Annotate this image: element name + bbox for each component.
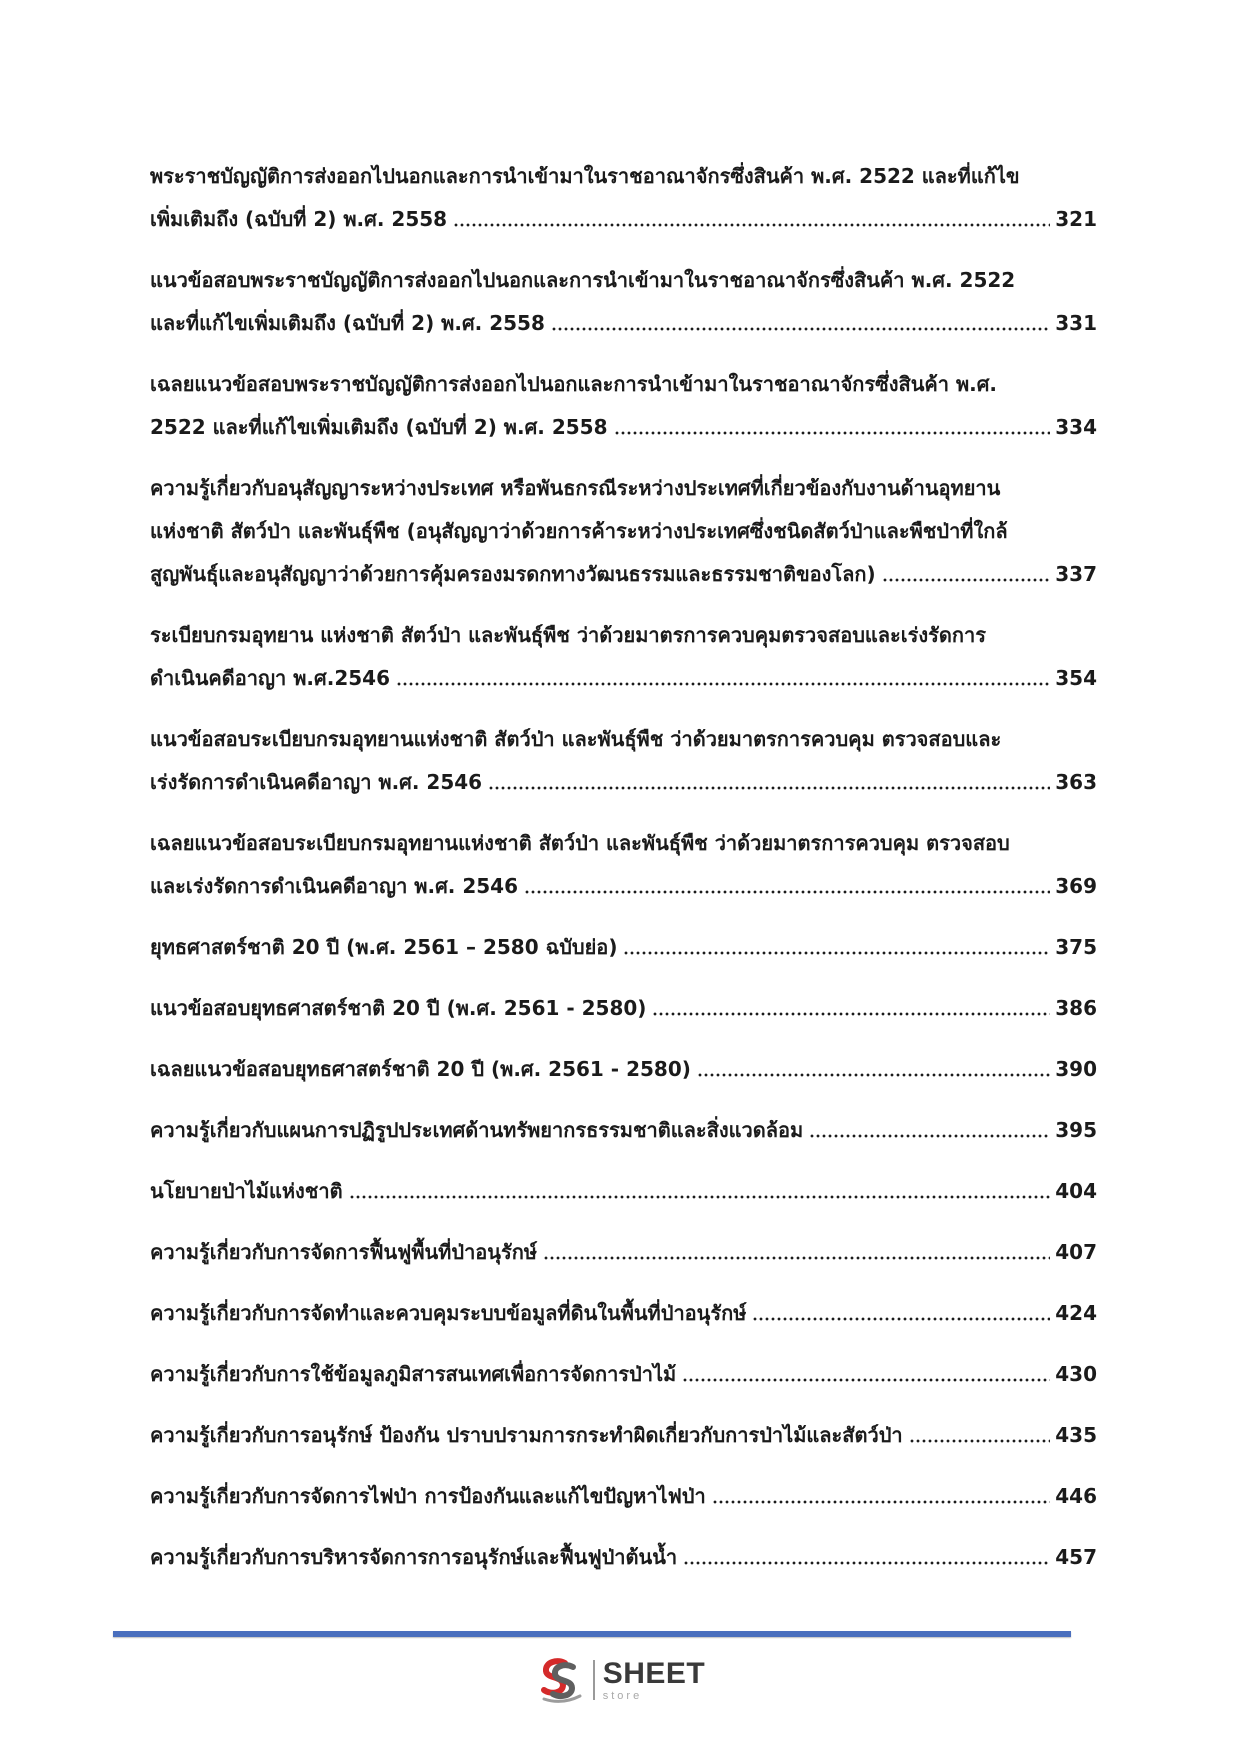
dot-leader [488,761,1050,804]
toc-entry [150,1353,1097,1396]
toc-entry [150,1170,1097,1213]
toc-entry-title: ความรู้เกี่ยวกับการบริหารจัดการการอนุรักษ์และฟื้นฟูป่าต้นน้ำ [150,1545,678,1569]
toc-entry-final-line [150,987,1097,1030]
toc-entry [150,1475,1097,1518]
toc-entry-final-line [150,1292,1097,1335]
toc-page-number: 435 [1055,1423,1097,1447]
toc-entry-title: ความรู้เกี่ยวกับแผนการปฏิรูปประเทศด้านทรัพยากรธรรมชาติและสิ่งแวดล้อม [150,1118,804,1142]
dot-leader [524,865,1050,908]
dot-leader [623,926,1050,969]
logo-name: SHEET [602,1656,706,1690]
toc-entry-title: แนวข้อสอบยุทธศาสตร์ชาติ 20 ปี (พ.ศ. 2561 - 2580) [150,996,647,1020]
toc-entry-title: ยุทธศาสตร์ชาติ 20 ปี (พ.ศ. 2561 – 2580 ฉบับย่อ) [150,935,618,959]
toc-entry-title: ความรู้เกี่ยวกับการจัดการไฟป่า การป้องกันและแก้ไขปัญหาไฟป่า [150,1484,706,1508]
toc-entry-final-line [150,657,1097,700]
toc-page-number: 457 [1055,1545,1097,1569]
toc-entry-final-line [150,1536,1097,1579]
toc-entry-final-line [150,1414,1097,1457]
toc-entry-title: เพิ่มเติมถึง (ฉบับที่ 2) พ.ศ. 2558 [150,207,448,231]
toc-entry [150,467,1097,596]
toc-entry [150,1292,1097,1335]
toc-page-number: 363 [1055,770,1097,794]
logo-divider [593,1660,595,1700]
toc-entry-final-line [150,553,1097,596]
toc-page-number: 375 [1055,935,1097,959]
dot-leader [396,657,1050,700]
logo-tagline: store [602,1689,643,1702]
sheet-store-s-icon [535,1654,587,1706]
toc-page-number: 407 [1055,1240,1097,1264]
dot-leader [909,1414,1051,1457]
toc-entry-title: แนวข้อสอบระเบียบกรมอุทยานแห่งชาติ สัตว์ป่า และพันธุ์พืช ว่าด้วยมาตรการควบคุม ตรวจสอบและ [150,727,1002,751]
toc-page-number: 390 [1055,1057,1097,1081]
dot-leader [752,1292,1050,1335]
dot-leader [349,1170,1051,1213]
toc-entry-title: เร่งรัดการดำเนินคดีอาญา พ.ศ. 2546 [150,770,483,794]
toc-entry-title: เฉลยแนวข้อสอบพระราชบัญญัติการส่งออกไปนอกและการนำเข้ามาในราชอาณาจักรซึ่งสินค้า พ.ศ. [150,372,998,396]
toc-entry-title: นโยบายป่าไม้แห่งชาติ [150,1179,343,1203]
toc-entry-title: และเร่งรัดการดำเนินคดีอาญา พ.ศ. 2546 [150,874,518,898]
toc-entry-title: เฉลยแนวข้อสอบระเบียบกรมอุทยานแห่งชาติ สัตว์ป่า และพันธุ์พืช ว่าด้วยมาตรการควบคุม ตรวจสอบ [150,831,1010,855]
toc-entry [150,614,1097,700]
toc-entry [150,1048,1097,1091]
toc-entry [150,718,1097,804]
toc-entry-final-line [150,1231,1097,1274]
dot-leader [682,1353,1050,1396]
toc-entry-title: 2522 และที่แก้ไขเพิ่มเติมถึง (ฉบับที่ 2) พ.ศ. 2558 [150,415,608,439]
toc-page-number: 331 [1055,311,1097,335]
dot-leader [551,302,1050,345]
toc-entry [150,822,1097,908]
toc-entry [150,155,1097,241]
toc-entry-title: แห่งชาติ สัตว์ป่า และพันธุ์พืช (อนุสัญญาว่าด้วยการค้าระหว่างประเทศซึ่งชนิดสัตว์ป่าและพืชป่าที่ใกล้ [150,519,1008,543]
toc-entry-title: ดำเนินคดีอาญา พ.ศ.2546 [150,666,390,690]
dot-leader [652,987,1050,1030]
dot-leader [882,553,1051,596]
toc-entry-title: ความรู้เกี่ยวกับการใช้ข้อมูลภูมิสารสนเทศเพื่อการจัดการป่าไม้ [150,1362,677,1386]
toc-entry [150,1109,1097,1152]
logo-wordmark [602,1656,706,1702]
toc-entry-title: ความรู้เกี่ยวกับอนุสัญญาระหว่างประเทศ หรือพันธกรณีระหว่างประเทศที่เกี่ยวข้องกับงานด้านอุทยาน [150,476,1001,500]
toc-entry [150,926,1097,969]
toc-entry-title: ความรู้เกี่ยวกับการจัดทำและควบคุมระบบข้อมูลที่ดินในพื้นที่ป่าอนุรักษ์ [150,1301,747,1325]
toc-entry-title: ระเบียบกรมอุทยาน แห่งชาติ สัตว์ป่า และพันธุ์พืช ว่าด้วยมาตรการควบคุมตรวจสอบและเร่งรัดการ [150,623,986,647]
dot-leader [683,1536,1050,1579]
toc-page-number: 334 [1055,415,1097,439]
toc-page-number: 321 [1055,207,1097,231]
dot-leader [543,1231,1050,1274]
toc-page-number: 386 [1055,996,1097,1020]
toc-entry-title: และที่แก้ไขเพิ่มเติมถึง (ฉบับที่ 2) พ.ศ. 2558 [150,311,545,335]
toc-entry-final-line [150,1475,1097,1518]
toc-entry [150,987,1097,1030]
toc-entry [150,363,1097,449]
toc-entry-title: ความรู้เกี่ยวกับการอนุรักษ์ ป้องกัน ปราบปรามการกระทำผิดเกี่ยวกับการป่าไม้และสัตว์ป่า [150,1423,903,1447]
toc-entry [150,1414,1097,1457]
toc-page-number: 369 [1055,874,1097,898]
dot-leader [453,198,1050,241]
dot-leader [697,1048,1050,1091]
dot-leader [809,1109,1050,1152]
toc-entry-final-line [150,406,1097,449]
toc-entry-final-line [150,198,1097,241]
toc-page-number: 337 [1055,562,1097,586]
toc-entry-title: เฉลยแนวข้อสอบยุทธศาสตร์ชาติ 20 ปี (พ.ศ. 2561 - 2580) [150,1057,691,1081]
toc-entry [150,259,1097,345]
table-of-contents [150,155,1097,1597]
dot-leader [712,1475,1051,1518]
toc-page-number: 395 [1055,1118,1097,1142]
footer-rule [113,1631,1071,1637]
toc-entry-final-line [150,1048,1097,1091]
toc-entry-title: ความรู้เกี่ยวกับการจัดการฟื้นฟูพื้นที่ป่าอนุรักษ์ [150,1240,538,1264]
toc-entry-final-line [150,1353,1097,1396]
toc-entry-title: สูญพันธุ์และอนุสัญญาว่าด้วยการคุ้มครองมรดกทางวัฒนธรรมและธรรมชาติของโลก) [150,562,876,586]
toc-page-number: 424 [1055,1301,1097,1325]
toc-entry-final-line [150,926,1097,969]
toc-entry-title: พระราชบัญญัติการส่งออกไปนอกและการนำเข้ามาในราชอาณาจักรซึ่งสินค้า พ.ศ. 2522 และที่แก้ไข [150,164,1020,188]
toc-entry-title: แนวข้อสอบพระราชบัญญัติการส่งออกไปนอกและการนำเข้ามาในราชอาณาจักรซึ่งสินค้า พ.ศ. 2522 [150,268,1016,292]
dot-leader [614,406,1051,449]
toc-entry-final-line [150,302,1097,345]
toc-entry-final-line [150,761,1097,804]
toc-entry-final-line [150,1170,1097,1213]
toc-entry-final-line [150,865,1097,908]
toc-entry [150,1231,1097,1274]
toc-page-number: 446 [1055,1484,1097,1508]
sheet-store-logo [0,1652,1240,1708]
toc-page-number: 354 [1055,666,1097,690]
toc-entry [150,1536,1097,1579]
toc-entry-final-line [150,1109,1097,1152]
toc-page-number: 430 [1055,1362,1097,1386]
toc-page-number: 404 [1055,1179,1097,1203]
